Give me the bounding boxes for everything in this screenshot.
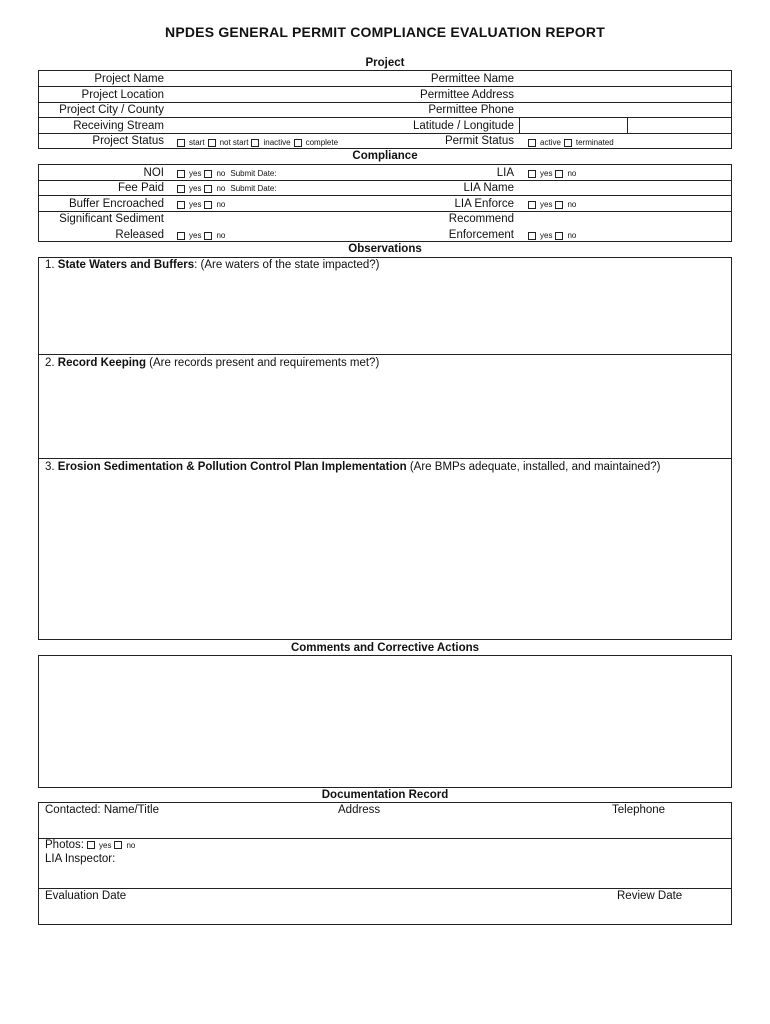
- photos-no-option[interactable]: no: [114, 841, 135, 850]
- report-title: NPDES GENERAL PERMIT COMPLIANCE EVALUATION REPORT: [165, 24, 605, 40]
- photos-label: Photos:: [45, 839, 84, 851]
- checkbox-icon[interactable]: [555, 170, 563, 178]
- observation-1: 1. State Waters and Buffers: (Are waters of the state impacted?): [45, 259, 380, 271]
- recommend-options: [528, 231, 579, 241]
- significant-sediment-label: Significant Sediment: [59, 213, 164, 225]
- checkbox-icon[interactable]: [177, 185, 185, 193]
- noi-label: NOI: [143, 167, 164, 179]
- lia-enforce-yes-option[interactable]: yes: [528, 200, 552, 210]
- noi-yes-option[interactable]: yes: [177, 169, 201, 179]
- compliance-heading: Compliance: [352, 150, 418, 162]
- status-complete-option[interactable]: complete: [294, 138, 338, 148]
- review-date-label: Review Date: [617, 890, 683, 902]
- permittee-name-label: Permittee Name: [430, 73, 514, 85]
- photos-row: [45, 839, 135, 851]
- noi-options: [177, 169, 277, 179]
- contacted-name-title-label: Contacted: Name/Title: [45, 804, 159, 816]
- lia-enforce-label: LIA Enforce: [454, 198, 514, 210]
- permit-terminated-option[interactable]: terminated: [564, 138, 614, 148]
- divider: [38, 195, 732, 196]
- checkbox-icon[interactable]: [528, 201, 536, 209]
- project-city-county-label: Project City / County: [59, 104, 164, 116]
- lia-enforce-no-option[interactable]: no: [555, 200, 576, 210]
- status-start-option[interactable]: start: [177, 138, 205, 148]
- checkbox-icon[interactable]: [564, 139, 572, 147]
- lia-options: [528, 169, 579, 179]
- photos-yes-option[interactable]: yes: [87, 841, 111, 850]
- divider: [519, 117, 520, 133]
- released-label: Released: [115, 229, 164, 241]
- recommend-yes-option[interactable]: yes: [528, 231, 552, 241]
- buffer-no-option[interactable]: no: [204, 200, 225, 210]
- checkbox-icon[interactable]: [177, 139, 185, 147]
- observation-1-response[interactable]: [40, 275, 730, 352]
- sediment-yes-option[interactable]: yes: [177, 231, 201, 241]
- sediment-options: [177, 231, 228, 241]
- fee-no-option[interactable]: no: [204, 184, 225, 194]
- fee-paid-label: Fee Paid: [117, 182, 164, 194]
- observation-2: 2. Record Keeping (Are records present and requirements met?): [45, 357, 380, 369]
- noi-no-option[interactable]: no: [204, 169, 225, 179]
- divider: [38, 458, 732, 459]
- divider: [38, 354, 732, 355]
- project-heading: Project: [365, 57, 405, 69]
- lia-label: LIA: [496, 167, 514, 179]
- observation-3: 3. Erosion Sedimentation & Pollution Control Plan Implementation (Are BMPs adequate, installed, and maintained?): [45, 461, 661, 473]
- checkbox-icon[interactable]: [177, 201, 185, 209]
- divider: [38, 86, 732, 87]
- sediment-no-option[interactable]: no: [204, 231, 225, 241]
- checkbox-icon[interactable]: [208, 139, 216, 147]
- buffer-options: [177, 200, 228, 210]
- observation-3-response[interactable]: [40, 477, 730, 638]
- project-status-options: [177, 138, 341, 148]
- address-label: Address: [338, 804, 381, 816]
- lia-no-option[interactable]: no: [555, 169, 576, 179]
- permittee-address-label: Permittee Address: [420, 89, 514, 101]
- lia-yes-option[interactable]: yes: [528, 169, 552, 179]
- checkbox-icon[interactable]: [204, 201, 212, 209]
- buffer-encroached-label: Buffer Encroached: [68, 198, 164, 210]
- divider: [38, 838, 732, 839]
- evaluation-date-label: Evaluation Date: [45, 890, 127, 902]
- telephone-label: Telephone: [612, 804, 666, 816]
- documentation-heading: Documentation Record: [321, 789, 449, 801]
- buffer-yes-option[interactable]: yes: [177, 200, 201, 210]
- checkbox-icon[interactable]: [114, 841, 122, 849]
- project-status-label: Project Status: [92, 135, 164, 147]
- status-not-start-option[interactable]: not start: [208, 138, 249, 148]
- observations-heading: Observations: [348, 243, 422, 255]
- documentation-box: [38, 802, 732, 925]
- checkbox-icon[interactable]: [294, 139, 302, 147]
- checkbox-icon[interactable]: [251, 139, 259, 147]
- checkbox-icon[interactable]: [204, 170, 212, 178]
- lia-inspector-label: LIA Inspector:: [45, 853, 116, 865]
- fee-submit-date-label: Submit Date:: [230, 184, 277, 193]
- latitude-longitude-label: Latitude / Longitude: [412, 120, 514, 132]
- comments-box[interactable]: [38, 655, 732, 788]
- lia-name-label: LIA Name: [463, 182, 514, 194]
- lia-enforce-options: [528, 200, 579, 210]
- recommend-no-option[interactable]: no: [555, 231, 576, 241]
- checkbox-icon[interactable]: [528, 232, 536, 240]
- checkbox-icon[interactable]: [204, 232, 212, 240]
- comments-heading: Comments and Corrective Actions: [290, 642, 480, 654]
- checkbox-icon[interactable]: [177, 170, 185, 178]
- checkbox-icon[interactable]: [528, 139, 536, 147]
- fee-yes-option[interactable]: yes: [177, 184, 201, 194]
- project-name-label: Project Name: [94, 73, 164, 85]
- divider: [38, 888, 732, 889]
- permit-status-options: [528, 138, 617, 148]
- permit-active-option[interactable]: active: [528, 138, 561, 148]
- project-location-label: Project Location: [81, 89, 164, 101]
- fee-options: [177, 184, 277, 194]
- status-inactive-option[interactable]: inactive: [251, 138, 290, 148]
- checkbox-icon[interactable]: [555, 201, 563, 209]
- divider: [627, 117, 628, 133]
- observation-2-response[interactable]: [40, 373, 730, 456]
- recommend-label: Recommend: [448, 213, 514, 225]
- checkbox-icon[interactable]: [87, 841, 95, 849]
- checkbox-icon[interactable]: [204, 185, 212, 193]
- permit-status-label: Permit Status: [444, 135, 514, 147]
- enforcement-label: Enforcement: [448, 229, 514, 241]
- checkbox-icon[interactable]: [177, 232, 185, 240]
- checkbox-icon[interactable]: [528, 170, 536, 178]
- checkbox-icon[interactable]: [555, 232, 563, 240]
- receiving-stream-label: Receiving Stream: [73, 120, 164, 132]
- noi-submit-date-label: Submit Date:: [230, 169, 277, 178]
- permittee-phone-label: Permittee Phone: [428, 104, 514, 116]
